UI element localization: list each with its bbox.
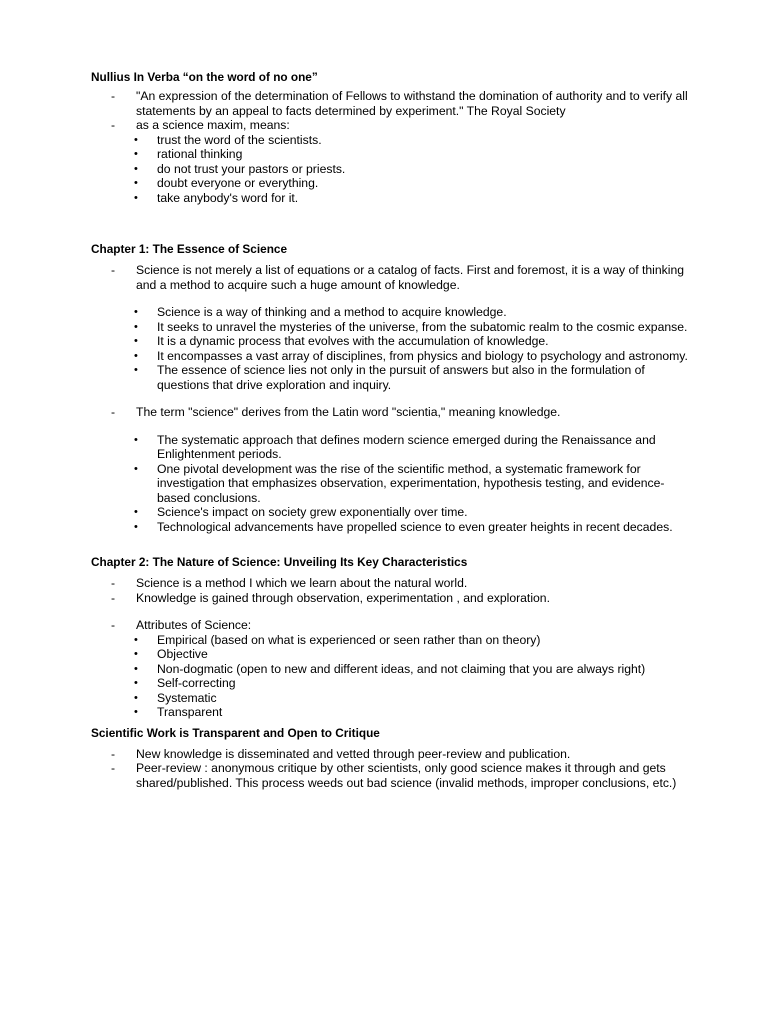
- section-heading: Chapter 1: The Essence of Science: [91, 242, 288, 256]
- list-item-text: doubt everyone or everything.: [157, 176, 319, 190]
- list-item-text: New knowledge is disseminated and vetted through peer-review and publication.: [136, 746, 571, 761]
- bullet-marker: •: [134, 320, 138, 333]
- dash-marker: -: [111, 590, 116, 605]
- bullet-marker: •: [134, 662, 138, 675]
- dash-list-item: [91, 761, 691, 790]
- bullet-marker: •: [134, 191, 138, 204]
- list-item-text: The essence of science lies not only in the pursuit of answers but also in the formulation of questions that drive exploration and inquiry.: [157, 363, 645, 392]
- bullet-list-item: [91, 520, 691, 535]
- dash-marker: -: [111, 761, 116, 775]
- bullet-list-item: [91, 334, 691, 349]
- list-item-text: take anybody's word for it.: [157, 190, 299, 205]
- dash-marker: -: [111, 89, 116, 103]
- bullet-list-item: [91, 462, 691, 506]
- list-item-text: Science is a way of thinking and a method to acquire knowledge.: [157, 305, 507, 319]
- list-item-text: Science is not merely a list of equations or a catalog of facts. First and foremost, it is a way of thinking and a method to acquire such a huge amount of knowledge.: [136, 263, 685, 292]
- list-item-text: Peer-review : anonymous critique by other scientists, only good science makes it through and gets shared/published. This process weeds out bad science (invalid methods, improper conclusions, etc.): [136, 761, 677, 790]
- bullet-marker: •: [134, 148, 138, 160]
- list-item-text: Technological advancements have propelled science to even greater heights in recent decades.: [157, 519, 673, 534]
- bullet-marker: •: [134, 648, 138, 660]
- bullet-list-item: [91, 176, 691, 191]
- list-item-text: One pivotal development was the rise of the scientific method, a systematic framework for investigation that emphasizes observation, experimentation, hypothesis testing, and evidence-based conclusions.: [157, 461, 665, 505]
- bullet-marker: •: [134, 306, 138, 318]
- bullet-list-item: [91, 691, 691, 706]
- list-item-text: Non-dogmatic (open to new and different ideas, and not claiming that you are always right): [157, 661, 646, 676]
- list-item-text: do not trust your pastors or priests.: [157, 161, 346, 176]
- dash-marker: -: [111, 618, 116, 632]
- list-item-text: trust the word of the scientists.: [157, 132, 322, 147]
- section-heading: Scientific Work is Transparent and Open to Critique: [91, 725, 380, 740]
- list-item-text: Self-correcting: [157, 676, 236, 690]
- bullet-marker: •: [134, 520, 138, 533]
- bullet-list-item: [91, 305, 691, 320]
- dash-list-item: [91, 618, 691, 633]
- bullet-marker: •: [134, 706, 138, 718]
- bullet-list-item: [91, 647, 691, 662]
- bullet-list-item: [91, 662, 691, 677]
- list-item-text: The term "science" derives from the Latin word "scientia," meaning knowledge.: [136, 405, 561, 419]
- list-item-text: Objective: [157, 647, 208, 661]
- list-item-text: It encompasses a vast array of disciplines, from physics and biology to psychology and astronomy.: [157, 348, 688, 363]
- bullet-marker: •: [134, 433, 138, 446]
- bullet-list-item: [91, 705, 691, 720]
- list-item-text: Science is a method I which we learn about the natural world.: [136, 576, 468, 590]
- bullet-marker: •: [134, 162, 138, 175]
- bullet-marker: •: [134, 177, 138, 189]
- dash-marker: -: [111, 576, 116, 590]
- dash-list-item: [91, 118, 691, 133]
- dash-marker: -: [111, 118, 116, 132]
- dash-marker: -: [111, 263, 116, 277]
- list-item-text: Knowledge is gained through observation, experimentation , and exploration.: [136, 590, 550, 605]
- list-item-text: Science's impact on society grew exponentially over time.: [157, 505, 468, 519]
- dash-list-item: [91, 747, 691, 762]
- bullet-marker: •: [134, 335, 138, 347]
- bullet-list-item: [91, 191, 691, 206]
- bullet-list-item: [91, 349, 691, 364]
- list-item-text: rational thinking: [157, 147, 243, 161]
- list-item-text: "An expression of the determination of Fellows to withstand the domination of authority and to verify all statements by an appeal to facts determined by experiment." The Royal Society: [136, 89, 688, 118]
- bullet-marker: •: [134, 691, 138, 704]
- list-item-text: Attributes of Science:: [136, 618, 252, 632]
- document-content: [91, 70, 691, 790]
- bullet-list-item: [91, 433, 691, 462]
- bullet-marker: •: [134, 633, 138, 646]
- bullet-list-item: [91, 676, 691, 691]
- section-heading: Nullius In Verba “on the word of no one”: [91, 70, 318, 84]
- list-item-text: The systematic approach that defines modern science emerged during the Renaissance and Enlightenment periods.: [157, 432, 656, 461]
- bullet-list-item: [91, 363, 691, 392]
- bullet-marker: •: [134, 133, 138, 146]
- list-item-text: Empirical (based on what is experienced or seen rather than on theory): [157, 632, 541, 647]
- dash-list-item: [91, 89, 691, 118]
- list-item-text: It is a dynamic process that evolves with the accumulation of knowledge.: [157, 334, 549, 348]
- bullet-marker: •: [134, 677, 138, 689]
- dash-list-item: [91, 405, 691, 420]
- bullet-marker: •: [134, 364, 138, 376]
- bullet-list-item: [91, 133, 691, 148]
- section-heading: Chapter 2: The Nature of Science: Unveiling Its Key Characteristics: [91, 555, 468, 569]
- bullet-list-item: [91, 505, 691, 520]
- bullet-list-item: [91, 147, 691, 162]
- dash-list-item: [91, 263, 691, 292]
- dash-list-item: [91, 591, 691, 606]
- list-item-text: as a science maxim, means:: [136, 118, 290, 132]
- bullet-marker: •: [134, 506, 138, 518]
- list-item-text: Transparent: [157, 705, 223, 719]
- bullet-list-item: [91, 633, 691, 648]
- bullet-marker: •: [134, 462, 138, 475]
- dash-list-item: [91, 576, 691, 591]
- bullet-list-item: [91, 320, 691, 335]
- list-item-text: It seeks to unravel the mysteries of the universe, from the subatomic realm to the cosmic expanse.: [157, 319, 688, 334]
- list-item-text: Systematic: [157, 690, 217, 705]
- bullet-marker: •: [134, 349, 138, 362]
- dash-marker: -: [111, 746, 116, 761]
- dash-marker: -: [111, 405, 116, 419]
- bullet-list-item: [91, 162, 691, 177]
